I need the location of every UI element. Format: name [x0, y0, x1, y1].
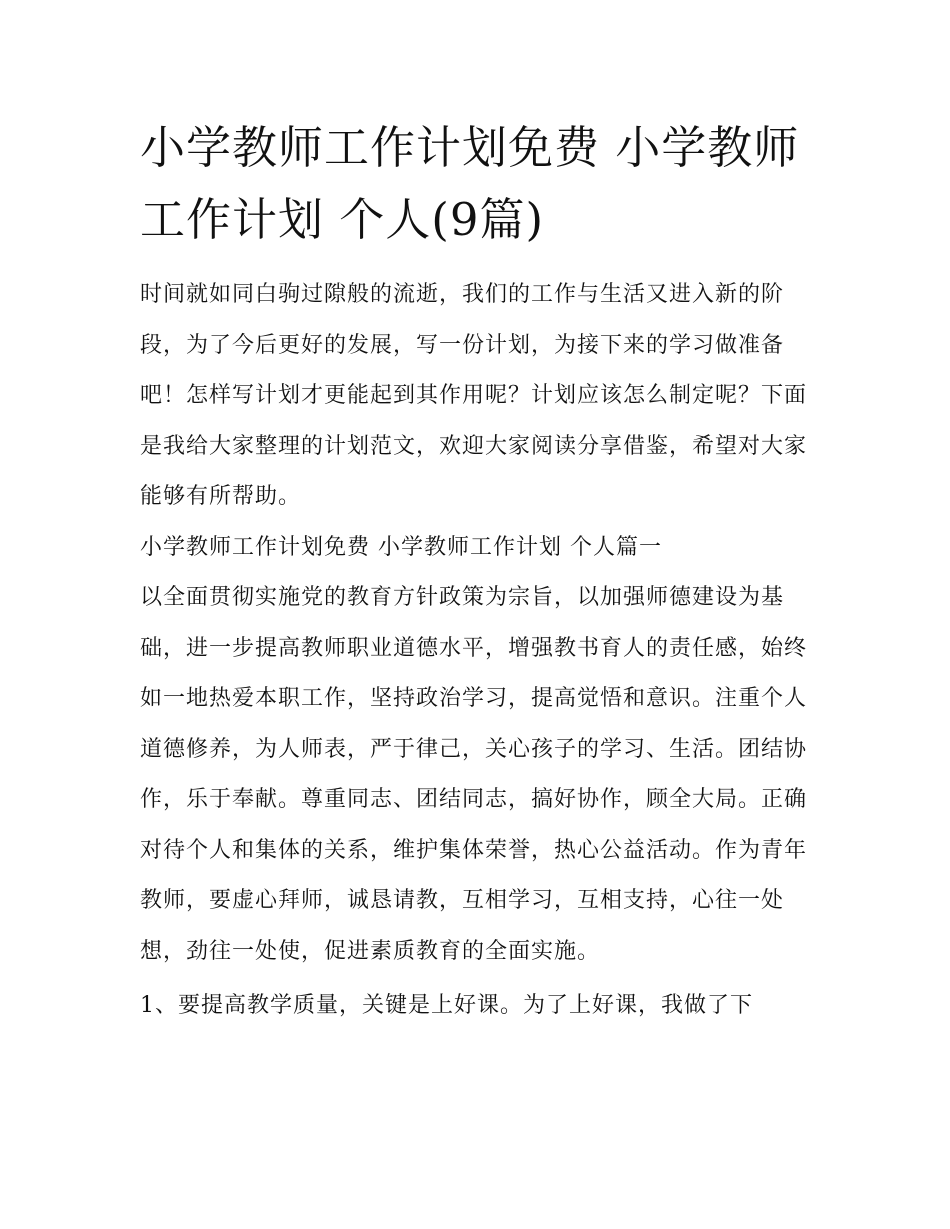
document-content — [140, 112, 815, 1032]
list-item-1: 1、要提高教学质量，关键是上好课。为了上好课，我做了下 — [140, 993, 753, 1018]
section-heading: 小学教师工作计划免费 小学教师工作计划 个人篇一 — [140, 534, 662, 560]
intro-paragraph: 时间就如同白驹过隙般的流逝，我们的工作与生活又进入新的阶段，为了今后更好的发展，写一份计划，为接下来的学习做准备吧！怎样写计划才更能起到其作用呢？计划应该怎么制定呢？下面是我给大家整理的计划范文，欢迎大家阅读分享借鉴，希望对大家能够有所帮助。 — [140, 282, 808, 509]
section-body-paragraph: 以全面贯彻实施党的教育方针政策为宗旨，以加强师德建设为基础，进一步提高教师职业道德水平，增强教书育人的责任感，始终如一地热爱本职工作，坚持政治学习，提高觉悟和意识。注重个人道德修养，为人师表，严于律己，关心孩子的学习、生活。团结协作，乐于奉献。尊重同志、团结同志，搞好协作，顾全大局。正确对待个人和集体的关系，维护集体荣誉，热心公益活动。作为青年教师，要虚心拜师，诚恳请教，互相学习，互相支持，心往一处想，劲往一处使，促进素质教育的全面实施。 — [140, 585, 808, 964]
document-title: 小学教师工作计划免费 小学教师工作计划 个人(9篇) — [140, 121, 800, 246]
